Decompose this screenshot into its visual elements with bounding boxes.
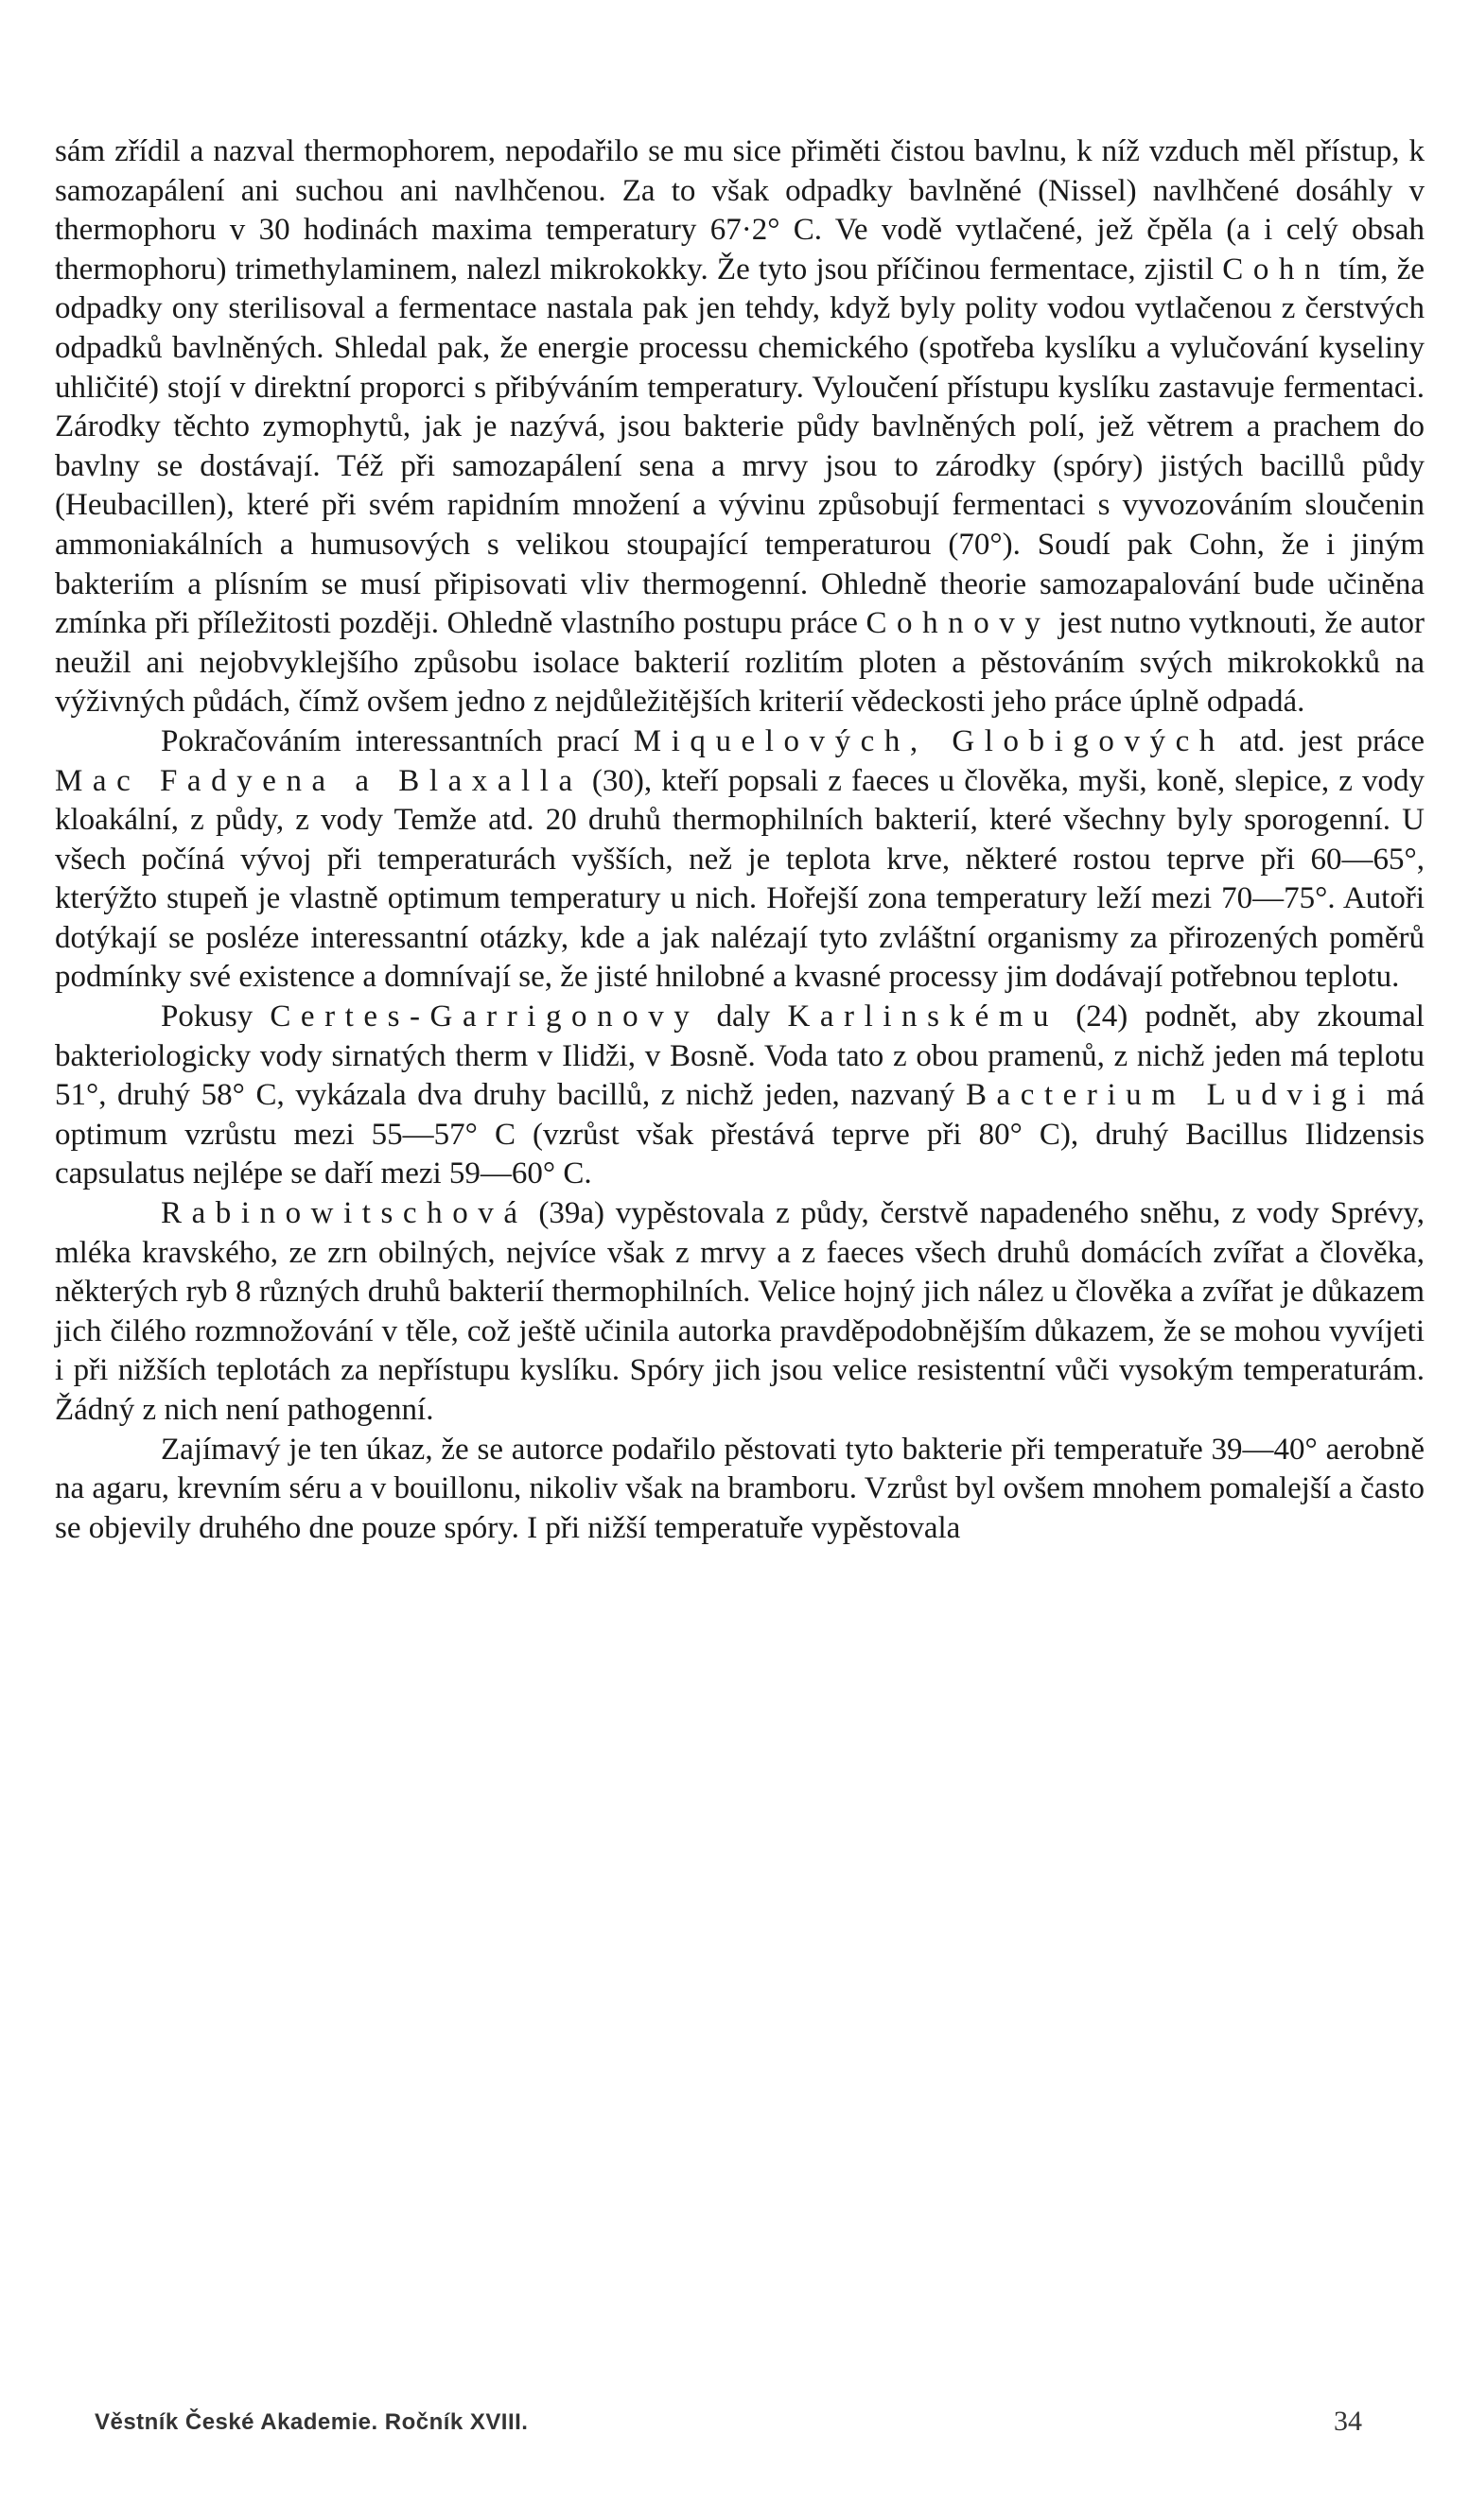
spaced-name: Miquelových, Globigových	[633, 723, 1225, 758]
paragraph	[55, 998, 1425, 1194]
spaced-name: Certes-Garrigonovy	[270, 999, 700, 1034]
page-footer	[95, 2406, 1362, 2447]
journal-title: Věstník České Akademie. Ročník XVIII.	[95, 2409, 529, 2435]
spaced-name: Bacterium Ludvigi	[965, 1078, 1376, 1113]
text-run: daly	[699, 999, 788, 1034]
paragraph	[55, 1194, 1425, 1431]
text-run: Zajímavý je ten úkaz, že se autorce podařilo pěstovati tyto bakterie při temperatuře 39—40° aerobně na agaru, krevním séru a v bouillonu, nikoliv však na bramboru. Vzrůst byl ovšem mnohem pomalejší a často se objevily druhého dne pouze spóry. I při nižší temperatuře vypěstovala	[55, 1432, 1425, 1545]
text-run: atd. jest práce	[1224, 723, 1425, 758]
text-run: má optimum vzrůstu mezi 55—57° C (vzrůst však přestává teprve při 80° C), druhý Bacillus Ilidzensis capsulatus nejlépe se daří mezi 59—60° C.	[55, 1078, 1425, 1191]
text-run: (30), kteří popsali z faeces u člověka, myši, koně, slepice, z vody kloakální, z půdy, z vody Temže atd. 20 druhů thermophilních bakterií, které všechny byly sporogenní. U všech počíná vývoj při temperaturách vyšších, než je teplota krve, některé rostou teprve při 60—65°, kterýžto stupeň je vlastně optimum temperatury u nich. Hořejší zona temperatury leží mezi 70—75°. Autoři dotýkají se posléze interessantní otázky, kde a jak nalézají tyto zvláštní organismy za přirozených poměrů podmínky své existence a domnívají se, že jisté hnilobné a kvasné processy jim dodávají potřebnou teplotu.	[55, 763, 1425, 995]
spaced-name: Karlinskému	[787, 999, 1059, 1034]
text-run: sám zřídil a nazval thermophorem, nepodařilo se mu sice přiměti čistou bavlnu, k níž vzduch měl přístup, k samozapálení ani suchou ani navlhčenou. Za to však odpadky bavlněné (Nissel) navlhčené dosáhly v thermophoru v 30 hodinách maxima temperatury 67·2° C. Ve vodě vytlačené, jež čpěla (a i celý obsah thermophoru) trimethylaminem, nalezl mikrokokky. Že tyto jsou příčinou fermentace, zjistil	[55, 134, 1425, 287]
spaced-name: Cohn	[1222, 252, 1331, 287]
paragraph	[55, 1431, 1425, 1549]
paragraph	[55, 132, 1425, 722]
text-run: Pokračováním interessantních prací	[161, 723, 634, 758]
text-run: (39a) vypěstovala z půdy, čerstvě napadeného sněhu, z vody Sprévy, mléka kravského, ze zrn obilných, nejvíce však z mrvy a z faeces všech druhů domácích zvířat a člověka, některých ryb 8 různých druhů bakterií thermophilních. Velice hojný jich nález u člověka a zvířat je důkazem jich čilého rozmnožování v těle, což ještě učinila autorka pravděpodobnějším důkazem, že se mohou vyvíjeti i při nižších teplotách za nepřístupu kyslíku. Spóry jich jsou velice resistentní vůči vysokým temperaturám. Žádný z nich není pathogenní.	[55, 1196, 1425, 1427]
text-run: Pokusy	[161, 999, 271, 1034]
text-run: jest nutno vytknouti, že autor neužil ani nejobvyklejšího způsobu isolace bakterií rozlitím ploten a pěstováním svých mikrokokků na výživných půdách, čímž ovšem jedno z nejdůležitějších kriterií vědeckosti jeho práce úplně odpadá.	[55, 606, 1425, 720]
page-body	[55, 132, 1425, 1548]
text-run: (24) podnět, aby zkoumal bakteriologicky vody sirnatých therm v Ilidži, v Bosně. Voda tato z obou pramenů, z nichž jeden má teplotu 51°, druhý 58° C, vykázala dva druhy bacillů, z nichž jeden, nazvaný	[55, 999, 1425, 1113]
page-number: 34	[1334, 2406, 1362, 2437]
paragraph	[55, 722, 1425, 998]
spaced-name: Cohnovy	[866, 606, 1051, 641]
text-run: tím, že odpadky ony sterilisoval a fermentace nastala pak jen tehdy, když byly polity vodou vytlačenou z čerstvých odpadků bavlněných. Shledal pak, že energie processu chemického (spotřeba kyslíku a vylučování kyseliny uhličité) stojí v direktní proporci s přibýváním temperatury. Vyloučení přístupu kyslíku zastavuje fermentaci. Zárodky těchto zymophytů, jak je nazývá, jsou bakterie půdy bavlněných polí, jež větrem a prachem do bavlny se dostávají. Též při samozapálení sena a mrvy jsou to zárodky (spóry) jistých bacillů půdy (Heubacillen), které při svém rapidním množení a vývinu způsobují fermentaci s vyvozováním sloučenin ammoniakálních a humusových s velikou stoupající temperaturou (70°). Soudí pak Cohn, že i jiným bakteriím a plísním se musí připisovati vliv thermogenní. Ohledně theorie samozapalování bude učiněna zmínka při příležitosti později. Ohledně vlastního postupu práce	[55, 252, 1425, 641]
spaced-name: Rabinowitschová	[161, 1196, 528, 1231]
spaced-name: Mac Fadyena a Blaxalla	[55, 763, 583, 798]
